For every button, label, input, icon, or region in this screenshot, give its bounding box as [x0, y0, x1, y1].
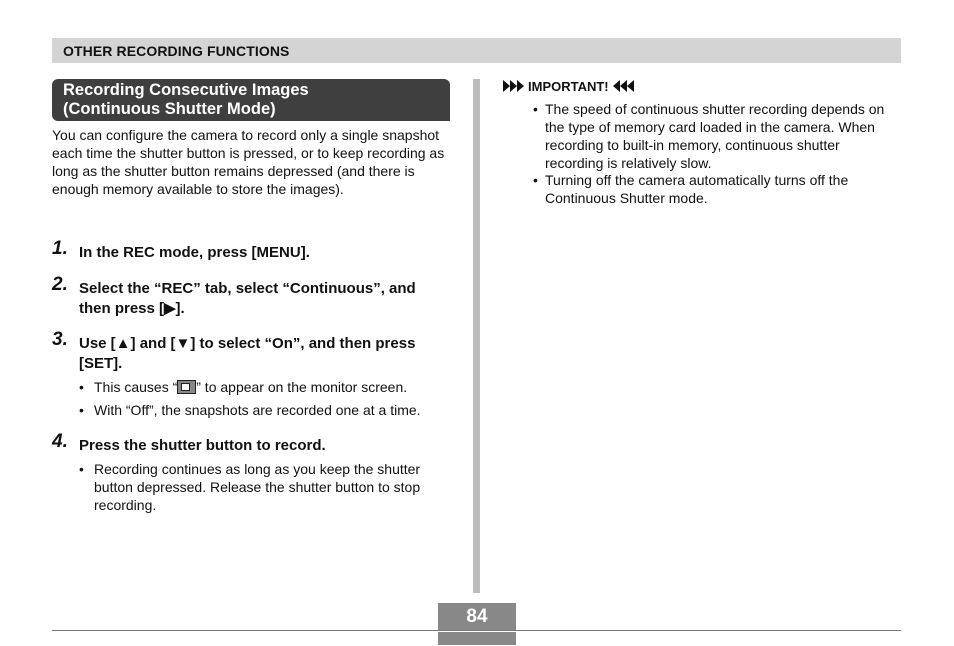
step-text: Use [▲] and [▼] to select “On”, and then press [SET].: [79, 335, 416, 372]
step-text: In the REC mode, press [MENU].: [79, 244, 310, 261]
page-number-base: [438, 632, 516, 645]
important-label: IMPORTANT!: [528, 79, 609, 94]
bullet-text: Turning off the camera automatically turns off the Continuous Shutter mode.: [545, 172, 849, 206]
bullet-dot: •: [79, 461, 84, 477]
bullet-text-after: ” to appear on the monitor screen.: [196, 379, 408, 395]
section-title-line1: Recording Consecutive Images: [63, 81, 309, 99]
header-title: OTHER RECORDING FUNCTIONS: [63, 43, 290, 59]
intro-paragraph: You can configure the camera to record only a single snapshot each time the shutter button is pressed, or to keep recording as long as the shutter button remains depressed (and there is enough memory available to store the images).: [52, 127, 445, 197]
section-title: [52, 79, 450, 121]
bullet-text-before: This causes “: [94, 379, 178, 395]
bullet-text: With “Off”, the snapshots are recorded one at a time.: [94, 402, 421, 418]
step-text: Press the shutter button to record.: [79, 437, 326, 454]
continuous-shutter-icon: [177, 380, 196, 394]
bullet-dot: •: [79, 379, 84, 395]
step-number: 3.: [52, 329, 68, 350]
triple-arrow-left-icon: [613, 80, 634, 92]
step-number: 4.: [52, 431, 68, 452]
page-number-box: [438, 603, 516, 645]
bullet-dot: •: [533, 101, 538, 117]
section-title-line2: (Continuous Shutter Mode): [63, 100, 276, 118]
bullet-dot: •: [79, 402, 84, 418]
bullet-dot: •: [533, 172, 538, 188]
bullet-text: Recording continues as long as you keep the shutter button depressed. Release the shutter button to stop recording.: [94, 461, 421, 513]
header-bar: [52, 38, 901, 63]
step-text: Select the “REC” tab, select “Continuous”, and then press [▶].: [79, 280, 416, 317]
column-divider: [473, 79, 480, 593]
triple-arrow-right-icon: [503, 80, 524, 92]
step-number: 2.: [52, 274, 68, 295]
bullet-text: The speed of continuous shutter recording depends on the type of memory card loaded in the camera. When recording to built-in memory, continuous shutter recording is relatively slow.: [545, 101, 885, 171]
important-heading: [503, 79, 634, 94]
page-number: 84: [438, 603, 516, 630]
step-number: 1.: [52, 238, 68, 259]
